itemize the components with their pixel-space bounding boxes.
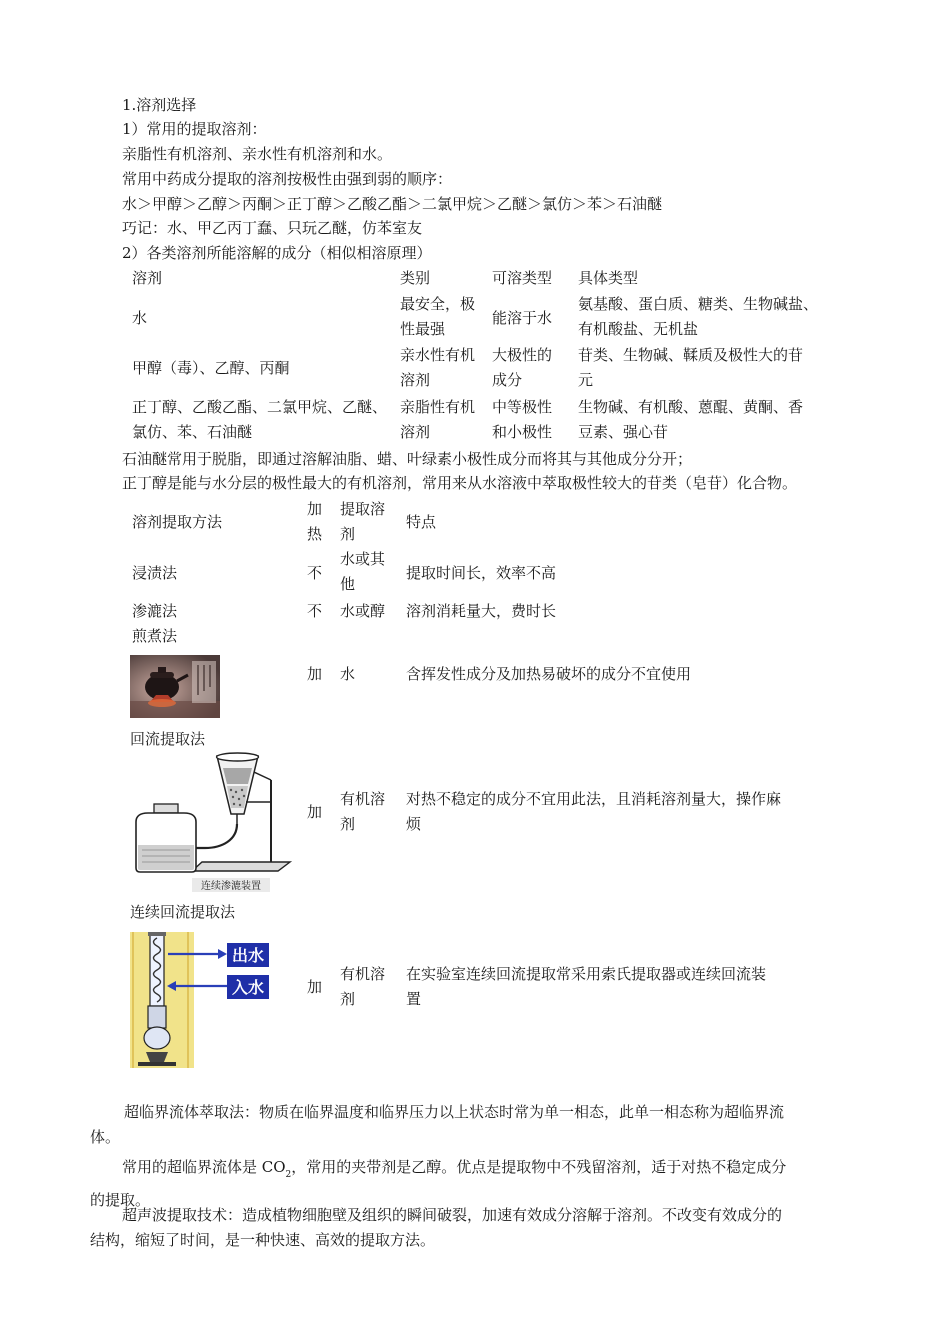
table1-cell-soluble: 能溶于水 <box>492 309 553 327</box>
note-petroleum-ether: 石油醚常用于脱脂，即通过溶解油脂、蜡、叶绿素小极性成分而将其与其他成分分开； <box>122 450 693 468</box>
table1-header-specific: 具体类型 <box>578 269 639 287</box>
text-solvent-types: 亲脂性有机溶剂、亲水性有机溶剂和水。 <box>122 145 393 163</box>
note-butanol: 正丁醇是能与水分层的极性最大的有机溶剂，常用来从水溶液中萃取极性较大的苷类（皂苷）化合物。 <box>122 474 798 492</box>
paragraph-supercritical: 超临界流体萃取法：物质在临界温度和临界压力以上状态时常为单一相态，此单一相态称为超临界流 体。 <box>90 1103 785 1146</box>
table2-cell-method: 渗漉法 <box>132 602 178 620</box>
percolation-caption: 连续渗漉装置 <box>201 881 261 892</box>
table1-cell-category: 亲水性有机 溶剂 <box>400 346 476 389</box>
soxhlet-apparatus-image <box>128 930 273 1070</box>
table2-cell-feature: 溶剂消耗量大，费时长 <box>406 602 557 620</box>
table2-cell-method: 回流提取法 <box>130 730 206 748</box>
table1-cell-category: 最安全，极 性最强 <box>400 295 476 338</box>
table1-cell-solvent: 甲醇（毒）、乙醇、丙酮 <box>132 359 290 377</box>
section-heading: 1.溶剂选择 <box>122 96 197 114</box>
table2-header-feature: 特点 <box>406 513 437 531</box>
table2-header-solvent: 提取溶 剂 <box>340 500 386 543</box>
table1-cell-specific: 生物碱、有机酸、蒽醌、黄酮、香 豆素、强心苷 <box>578 398 804 441</box>
table2-cell-feature: 对热不稳定的成分不宜用此法，且消耗溶剂量大，操作麻 烦 <box>406 790 782 833</box>
table2-cell-method: 浸渍法 <box>132 564 178 582</box>
text-order-intro: 常用中药成分提取的溶剂按极性由强到弱的顺序： <box>122 170 453 188</box>
table2-cell-solvent: 水或其 他 <box>340 550 386 593</box>
table1-header-soluble: 可溶类型 <box>492 269 553 287</box>
table2-cell-feature: 在实验室连续回流提取常采用索氏提取器或连续回流装 置 <box>406 965 767 1008</box>
table2-cell-heat: 不 <box>307 602 323 620</box>
table1-cell-specific: 氨基酸、蛋白质、糖类、生物碱盐、 有机酸盐、无机盐 <box>578 295 819 338</box>
table2-header-method: 溶剂提取方法 <box>132 513 223 531</box>
table2-cell-solvent: 有机溶 剂 <box>340 965 386 1008</box>
table2-cell-solvent: 水 <box>340 665 356 683</box>
table1-header-solvent: 溶剂 <box>132 269 163 287</box>
subheading-solvents: 1）常用的提取溶剂： <box>122 120 267 138</box>
decoction-pot-image <box>130 655 220 718</box>
table1-cell-soluble: 大极性的 成分 <box>492 346 553 389</box>
table2-cell-feature: 含挥发性成分及加热易破坏的成分不宜使用 <box>406 665 692 683</box>
table1-header-category: 类别 <box>400 269 431 287</box>
table1-cell-category: 亲脂性有机 溶剂 <box>400 398 476 441</box>
table2-cell-heat: 加 <box>307 665 323 683</box>
table2-cell-solvent: 水或醇 <box>340 602 386 620</box>
table2-cell-solvent: 有机溶 剂 <box>340 790 386 833</box>
table1-cell-soluble: 中等极性 和小极性 <box>492 398 553 441</box>
water-out-label: 出水 <box>231 946 265 965</box>
text-polarity-order: 水＞甲醇＞乙醇＞丙酮＞正丁醇＞乙酸乙酯＞二氯甲烷＞乙醚＞氯仿＞苯＞石油醚 <box>122 195 663 213</box>
paragraph-ultrasonic: 超声波提取技术：造成植物细胞壁及组织的瞬间破裂，加速有效成分溶解于溶剂。不改变有效成分的 结构，缩短了时间，是一种快速、高效的提取方法。 <box>90 1206 783 1249</box>
water-in-label: 入水 <box>231 978 265 997</box>
table2-cell-method: 煎煮法 <box>132 627 178 645</box>
paragraph-co2: 常用的超临界流体是 $CO_2$，常用的夹带剂是乙醇。优点是提取物中不残留溶剂，适于对热不稳定成分 的提取。 <box>90 1158 787 1209</box>
table2-cell-heat: 加 <box>307 978 323 996</box>
text-mnemonic: 巧记：水、甲乙丙丁蠢、只玩乙醚，仿苯室友 <box>122 219 423 237</box>
subheading-dissolve: 2）各类溶剂所能溶解的成分（相似相溶原理） <box>122 244 432 262</box>
table2-cell-heat: 不 <box>307 564 323 582</box>
table2-cell-method: 连续回流提取法 <box>130 903 236 921</box>
table2-cell-heat: 加 <box>307 803 323 821</box>
table1-cell-specific: 苷类、生物碱、鞣质及极性大的苷 元 <box>578 346 804 389</box>
table2-header-heat: 加 热 <box>307 500 323 543</box>
table1-cell-solvent: 正丁醇、乙酸乙酯、二氯甲烷、乙醚、 氯仿、苯、石油醚 <box>132 398 388 441</box>
table2-cell-feature: 提取时间长，效率不高 <box>406 564 557 582</box>
table1-cell-solvent: 水 <box>132 309 148 327</box>
percolation-apparatus-image <box>130 750 295 895</box>
